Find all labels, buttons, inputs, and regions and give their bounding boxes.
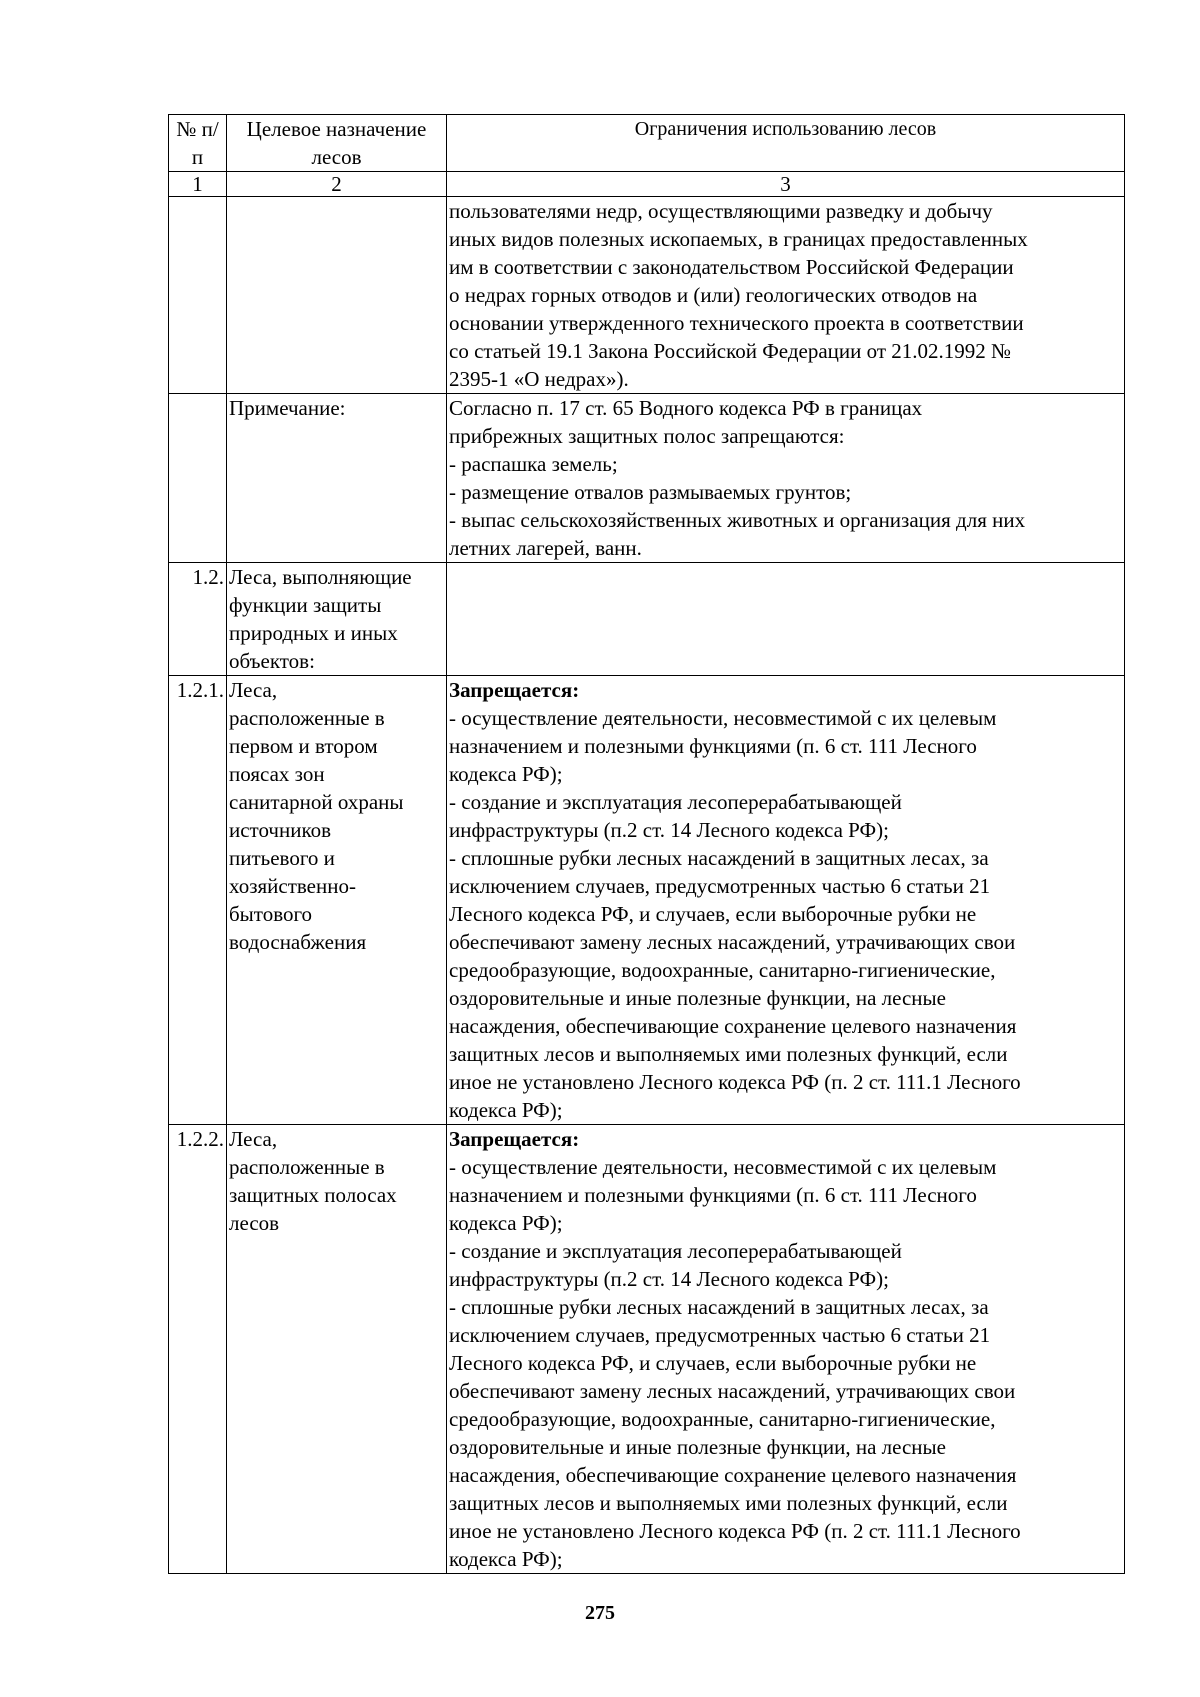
purpose-line: поясах зон (229, 762, 325, 786)
text-line: назначением и полезными функциями (п. 6 ст. 111 Лесного (449, 734, 977, 758)
page-number: 275 (585, 1602, 615, 1624)
column-number-3: 3 (447, 172, 1125, 197)
text-line: обеспечивают замену лесных насаждений, утрачивающих свои (449, 1379, 1016, 1403)
purpose-line: лесов (229, 1211, 280, 1235)
table-row (169, 1125, 1125, 1574)
text-line: инфраструктуры (п.2 ст. 14 Лесного кодекса РФ); (449, 818, 889, 842)
text-line: им в соответствии с законодательством Российской Федерации (449, 255, 1014, 279)
table-row (169, 676, 1125, 1125)
row-number: 1.2. (169, 563, 227, 676)
row-purpose (227, 563, 447, 676)
purpose-line: природных и иных (229, 621, 398, 645)
text-line: - сплошные рубки лесных насаждений в защитных лесах, за (449, 846, 989, 870)
row-number (169, 394, 227, 563)
purpose-line: Леса, (229, 1127, 278, 1151)
text-line: защитных лесов и выполняемых ими полезных функций, если (449, 1491, 1008, 1515)
table-row (169, 197, 1125, 394)
purpose-line: Леса, выполняющие (229, 565, 412, 589)
row-purpose (227, 1125, 447, 1574)
purpose-line: хозяйственно- (229, 874, 356, 898)
text-line: инфраструктуры (п.2 ст. 14 Лесного кодекса РФ); (449, 1267, 889, 1291)
column-number-1: 1 (169, 172, 227, 197)
text-line: кодекса РФ); (449, 1547, 563, 1571)
text-line: Согласно п. 17 ст. 65 Водного кодекса РФ в границах (449, 396, 923, 420)
row-purpose: Примечание: (227, 394, 447, 563)
header-restrictions: Ограничения использованию лесов (447, 115, 1125, 172)
row-restrictions (447, 1125, 1125, 1574)
row-purpose (227, 676, 447, 1125)
purpose-line: защитных полосах (229, 1183, 397, 1207)
row-number: 1.2.1. (169, 676, 227, 1125)
header-purpose: Целевое назначение лесов (227, 115, 447, 172)
text-line: обеспечивают замену лесных насаждений, утрачивающих свои (449, 930, 1016, 954)
row-restrictions (447, 197, 1125, 394)
text-line: - размещение отвалов размываемых грунтов; (449, 480, 852, 504)
purpose-line: бытового (229, 902, 313, 926)
table-row (169, 563, 1125, 676)
text-line: кодекса РФ); (449, 762, 563, 786)
purpose-line: первом и втором (229, 734, 378, 758)
header-number: № п/п (169, 115, 227, 172)
purpose-line: источников (229, 818, 332, 842)
table-row (169, 394, 1125, 563)
text-line: - осуществление деятельности, несовместимой с их целевым (449, 1155, 997, 1179)
text-line: - осуществление деятельности, несовместимой с их целевым (449, 706, 997, 730)
forest-restrictions-table (168, 114, 1125, 1574)
text-line: оздоровительные и иные полезные функции, на лесные (449, 1435, 946, 1459)
text-line: иных видов полезных ископаемых, в границах предоставленных (449, 227, 1028, 251)
text-line: Лесного кодекса РФ, и случаев, если выборочные рубки не (449, 902, 977, 926)
text-line: средообразующие, водоохранные, санитарно-гигиенические, (449, 1407, 996, 1431)
row-purpose (227, 197, 447, 394)
text-line: назначением и полезными функциями (п. 6 ст. 111 Лесного (449, 1183, 977, 1207)
text-line: основании утвержденного технического проекта в соответствии (449, 311, 1024, 335)
purpose-line: водоснабжения (229, 930, 367, 954)
row-restrictions (447, 563, 1125, 676)
text-line: - создание и эксплуатация лесоперерабатывающей (449, 1239, 902, 1263)
purpose-line: санитарной охраны (229, 790, 404, 814)
text-line: о недрах горных отводов и (или) геологических отводов на (449, 283, 978, 307)
text-line: насаждения, обеспечивающие сохранение целевого назначения (449, 1463, 1017, 1487)
text-line: со статьей 19.1 Закона Российской Федерации от 21.02.1992 № (449, 339, 1012, 363)
prohibited-heading: Запрещается: (449, 1127, 580, 1151)
row-number (169, 197, 227, 394)
prohibited-heading: Запрещается: (449, 678, 580, 702)
text-line: оздоровительные и иные полезные функции, на лесные (449, 986, 946, 1010)
purpose-line: расположенные в (229, 706, 385, 730)
row-number: 1.2.2. (169, 1125, 227, 1574)
purpose-line: питьевого и (229, 846, 335, 870)
text-line: иное не установлено Лесного кодекса РФ (п. 2 ст. 111.1 Лесного (449, 1070, 1021, 1094)
text-line: исключением случаев, предусмотренных частью 6 статьи 21 (449, 1323, 991, 1347)
purpose-line: Леса, (229, 678, 278, 702)
text-line: - распашка земель; (449, 452, 618, 476)
text-line: защитных лесов и выполняемых ими полезных функций, если (449, 1042, 1008, 1066)
purpose-line: расположенные в (229, 1155, 385, 1179)
text-line: кодекса РФ); (449, 1098, 563, 1122)
column-number-2: 2 (227, 172, 447, 197)
column-numbers-row (169, 172, 1125, 197)
purpose-line: объектов: (229, 649, 315, 673)
purpose-line: функции защиты (229, 593, 382, 617)
text-line: - выпас сельскохозяйственных животных и организация для них (449, 508, 1026, 532)
text-line: насаждения, обеспечивающие сохранение целевого назначения (449, 1014, 1017, 1038)
text-line: иное не установлено Лесного кодекса РФ (п. 2 ст. 111.1 Лесного (449, 1519, 1021, 1543)
table-header-row (169, 115, 1125, 172)
row-restrictions (447, 394, 1125, 563)
text-line: 2395-1 «О недрах»). (449, 367, 629, 391)
text-line: летних лагерей, ванн. (449, 536, 642, 560)
text-line: - сплошные рубки лесных насаждений в защитных лесах, за (449, 1295, 989, 1319)
text-line: кодекса РФ); (449, 1211, 563, 1235)
text-line: пользователями недр, осуществляющими разведку и добычу (449, 199, 993, 223)
document-page (168, 114, 1124, 1574)
text-line: Лесного кодекса РФ, и случаев, если выборочные рубки не (449, 1351, 977, 1375)
text-line: - создание и эксплуатация лесоперерабатывающей (449, 790, 902, 814)
text-line: средообразующие, водоохранные, санитарно-гигиенические, (449, 958, 996, 982)
text-line: исключением случаев, предусмотренных частью 6 статьи 21 (449, 874, 991, 898)
row-restrictions (447, 676, 1125, 1125)
text-line: прибрежных защитных полос запрещаются: (449, 424, 845, 448)
